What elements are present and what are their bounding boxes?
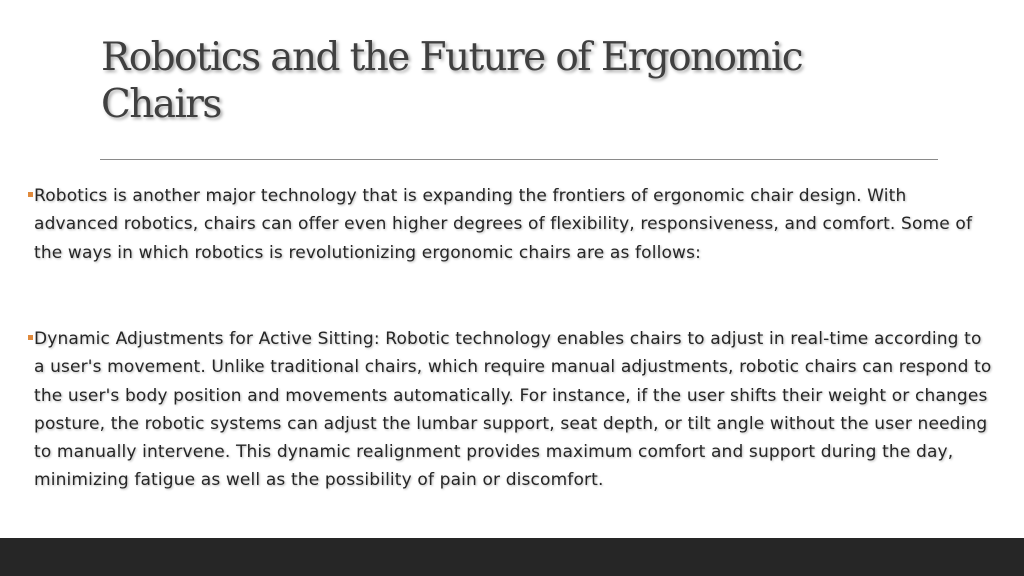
bullet-text: Dynamic Adjustments for Active Sitting: Robotic technology enables chairs to adjust in real-time according to a user's movement. Unlike traditional chairs, which require manual adjustments, robotic chairs can respond to the user's body position and movements automatically. For instance, if the user shifts their weight or changes posture, the robotic systems can adjust the lumbar support, seat depth, or tilt angle without the user needing to manually intervene. This dynamic realignment provides maximum comfort and support during the day, minimizing fatigue as well as the possibility of pain or discomfort. (34, 329, 992, 491)
title-divider (100, 159, 938, 160)
bullet-square-icon (28, 335, 33, 340)
bullet-paragraph-dynamic-adjustments (34, 325, 996, 495)
bullet-square-icon (28, 192, 33, 197)
footer-bar (0, 538, 1024, 576)
slide-title: Robotics and the Future of Ergonomic Chairs (101, 35, 802, 127)
bullet-paragraph-robotics-intro (34, 182, 996, 267)
bullet-text: Robotics is another major technology that is expanding the frontiers of ergonomic chair design. With advanced robotics, chairs can offer even higher degrees of flexibility, responsiveness, and comfort. Some of the ways in which robotics is revolutionizing ergonomic chairs are as follows: (34, 186, 973, 263)
